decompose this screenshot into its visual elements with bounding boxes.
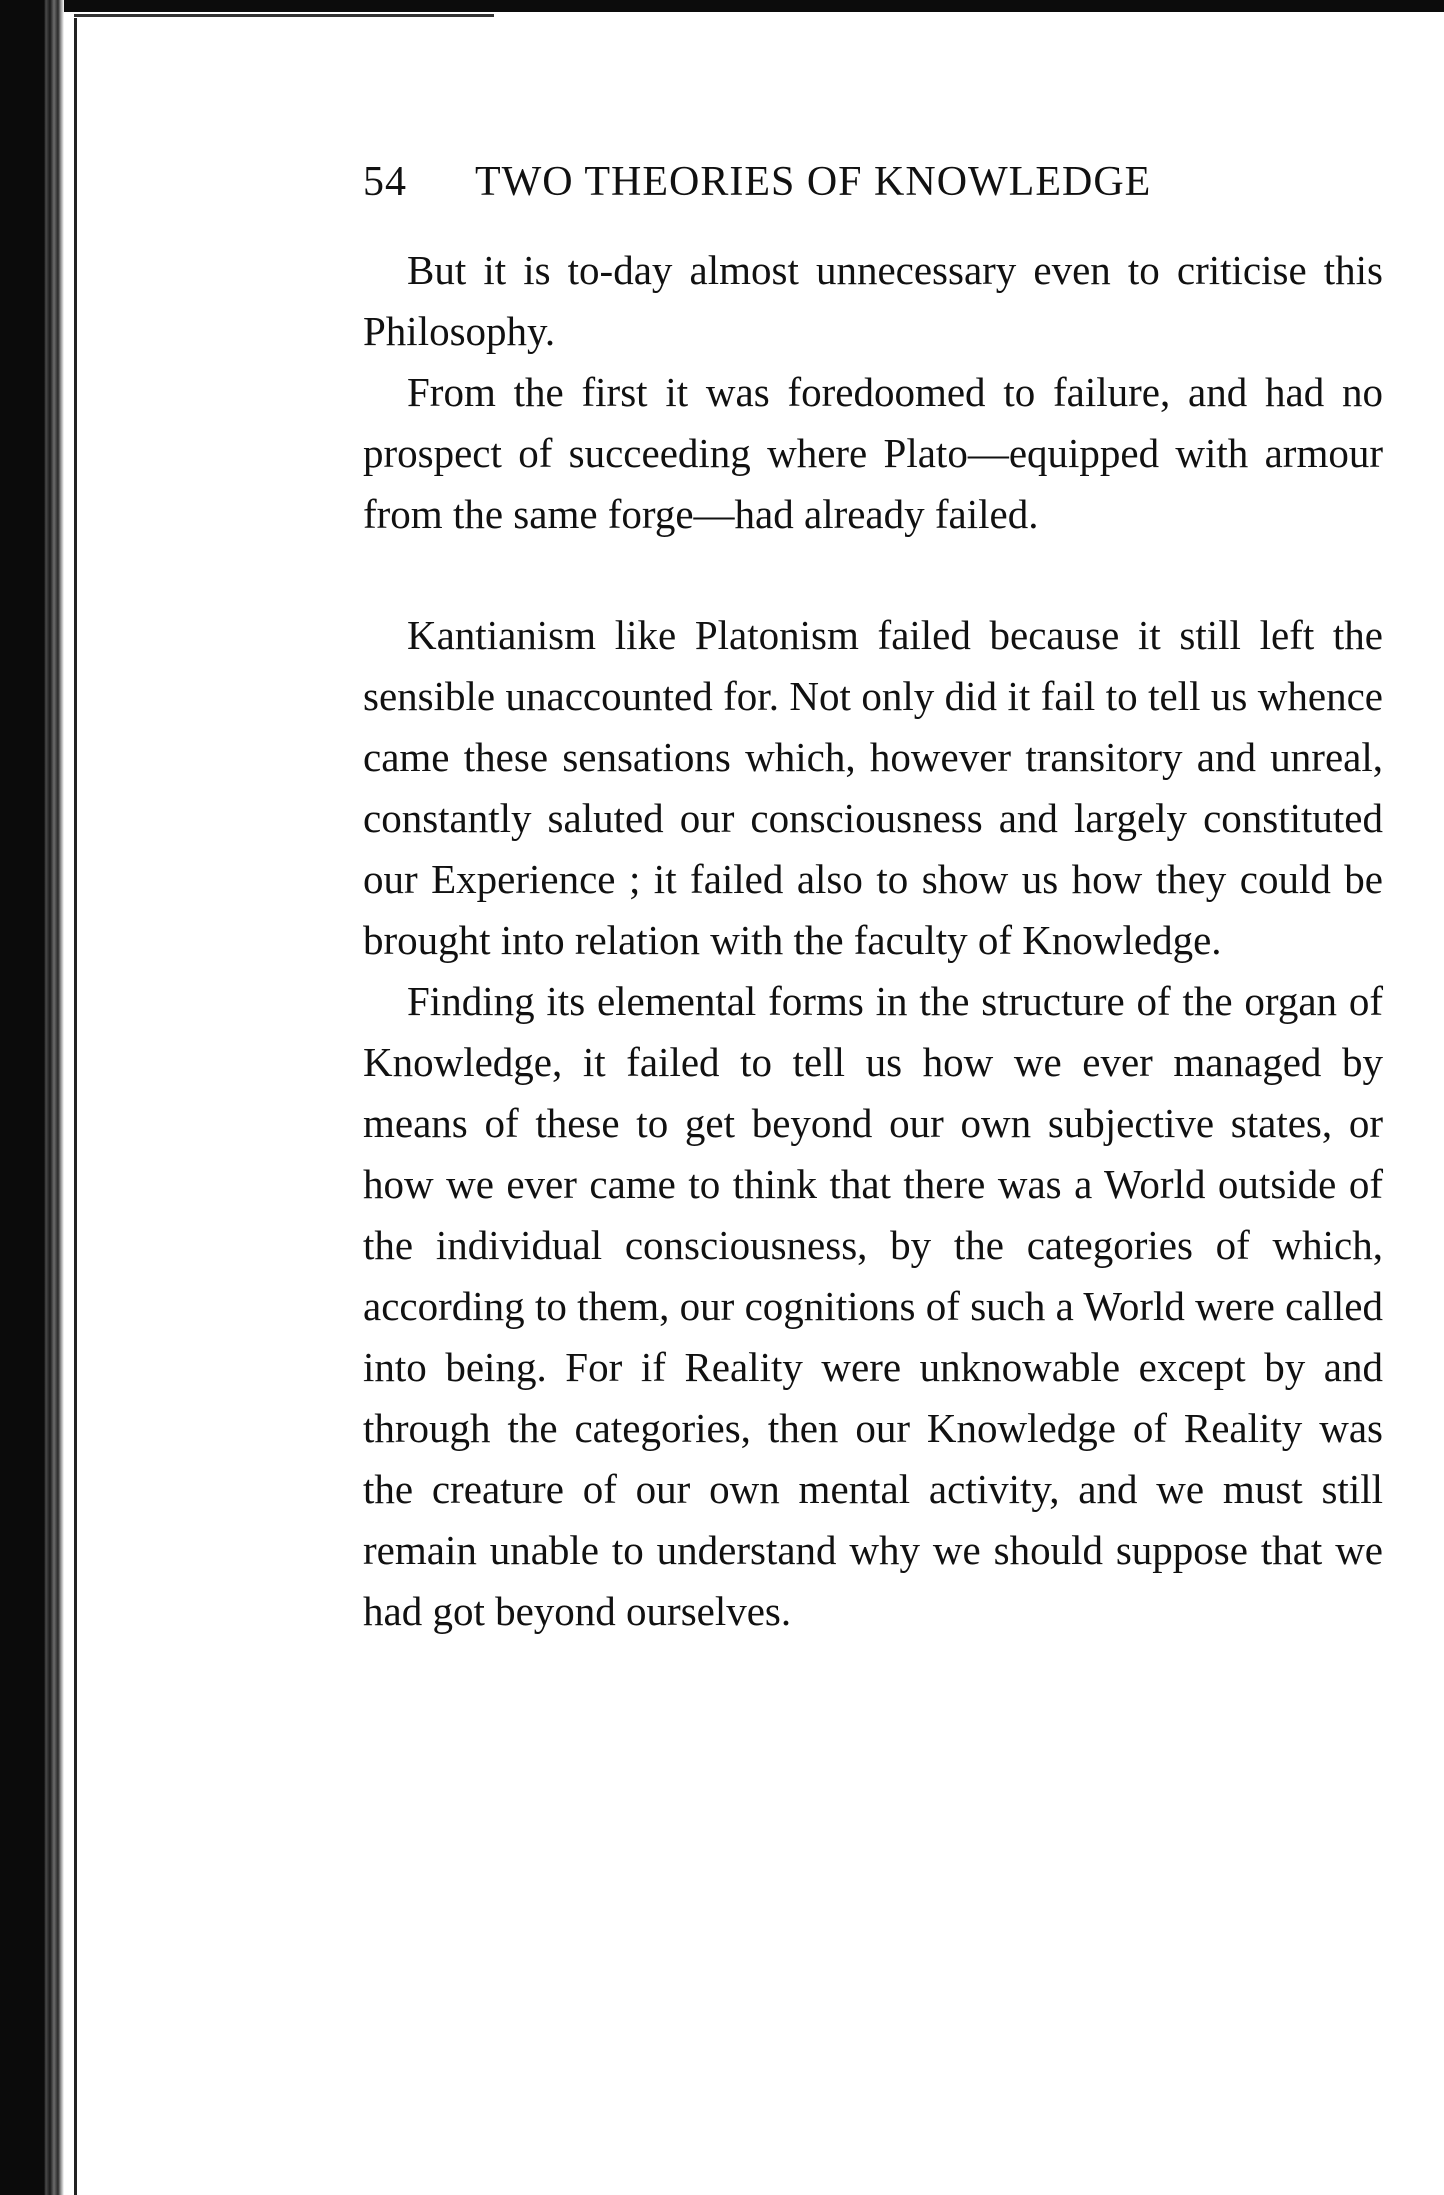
running-title: TWO THEORIES OF KNOWLEDGE [475,159,1152,205]
page-border-left [74,18,77,2195]
body-text [363,240,1383,1642]
page-number: 54 [363,159,407,205]
paragraph: But it is to-day almost unnecessary even to criticise this Philosophy. [363,247,1383,354]
section-break [363,545,1383,605]
paragraph: Finding its elemental forms in the structure of the organ of Knowledge, it failed to tell us how we ever managed by means of these to get beyond our own subjective states, or how we ever came to think that there was a World outside of the individual consciousness, by the categories of which, according to them, our cognitions of such a World were called into being. For if Reality were unknowable except by and through the categories, then our Knowledge of Reality was the creature of our own mental activity, and we must still remain unable to understand why we should suppose that we had got beyond ourselves. [363,978,1383,1634]
paragraph: Kantianism like Platonism failed because it still left the sensible unaccounted for. Not only did it fail to tell us whence came these sensations which, however transitory and unreal, constantly saluted our consciousness and largely constituted our Experience ; it failed also to show us how they could be brought into relation with the faculty of Knowledge. [363,612,1383,963]
page-border-top [74,14,494,17]
book-binding-edge [0,0,64,2195]
scan-top-edge [0,0,1444,12]
paragraph: From the first it was foredoomed to failure, and had no prospect of succeeding where Plato—equipped with armour from the same forge—had already failed. [363,369,1383,537]
running-head [363,158,1383,206]
